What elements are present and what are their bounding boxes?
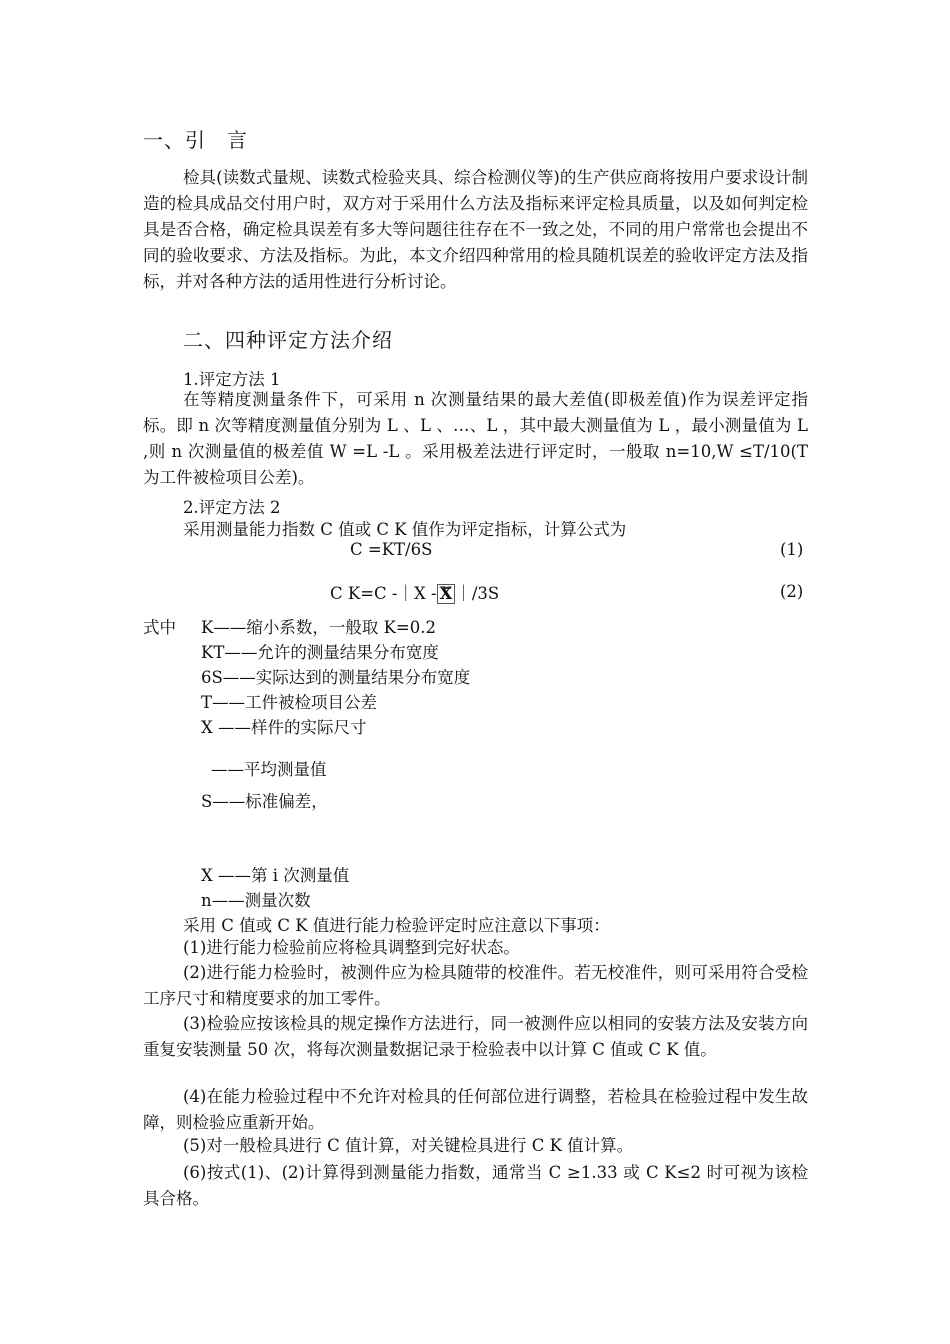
definition-item: X ——样件的实际尺寸 bbox=[201, 718, 367, 737]
definition-item: ——平均测量值 bbox=[211, 760, 327, 779]
formula-1: C =KT/6S bbox=[350, 540, 433, 559]
method1-title: 1.评定方法 1 bbox=[183, 370, 281, 389]
definition-item: n——测量次数 bbox=[201, 891, 311, 910]
formula-2-number: (2) bbox=[780, 582, 804, 601]
definition-item: T——工件被检项目公差 bbox=[201, 693, 378, 712]
formula-2-right: ｜/3S bbox=[455, 584, 500, 603]
section-heading-introduction: 一、引 言 bbox=[143, 128, 248, 152]
where-label: 式中 bbox=[143, 618, 176, 637]
method2-intro: 采用测量能力指数 C 值或 C K 值作为评定指标，计算公式为 bbox=[183, 520, 627, 539]
definition-item: X ——第 i 次测量值 bbox=[201, 866, 350, 885]
note-item: (4)在能力检验过程中不允许对检具的任何部位进行调整，若检具在检验过程中发生故障，则检验应重新开始。 bbox=[143, 1087, 808, 1132]
definition-item: 6S——实际达到的测量结果分布宽度 bbox=[201, 668, 471, 687]
note-item: (5)对一般检具进行 C 值计算，对关键检具进行 C K 值计算。 bbox=[183, 1136, 634, 1155]
x-bar-symbol: X bbox=[437, 584, 456, 604]
definition-item: KT——允许的测量结果分布宽度 bbox=[201, 643, 439, 662]
note-item: (3)检验应按该检具的规定操作方法进行，同一被测件应以相同的安装方法及安装方向重复安装测量 50 次，将每次测量数据记录于检验表中以计算 C 值或 C K 值。 bbox=[143, 1014, 808, 1059]
note-item: (1)进行能力检验前应将检具调整到完好状态。 bbox=[183, 938, 520, 957]
method1-paragraph: 在等精度测量条件下，可采用 n 次测量结果的最大差值(即极差值)作为误差评定指标。即 n 次等精度测量值分别为 L 、L 、…、L ，其中最大测量值为 L ，最小测量值为 L ,则 n 次测量值的极差值 W =L -L 。采用极差法进行评定时，一般取 n=10,W ≤T/10(T 为工件被检项目公差)。 bbox=[143, 390, 808, 487]
formula-2-left: C K=C -｜X - bbox=[330, 584, 437, 603]
notes-intro: 采用 C 值或 C K 值进行能力检验评定时应注意以下事项： bbox=[183, 916, 610, 935]
note-item: (6)按式(1)、(2)计算得到测量能力指数，通常当 C ≥1.33 或 C K≤2 时可视为该检具合格。 bbox=[143, 1163, 808, 1208]
formula-1-number: (1) bbox=[780, 540, 804, 559]
intro-paragraph: 检具(读数式量规、读数式检验夹具、综合检测仪等)的生产供应商将按用户要求设计制造的检具成品交付用户时，双方对于采用什么方法及指标来评定检具质量，以及如何判定检具是否合格，确定检具误差有多大等问题往往存在不一致之处，不同的用户常常也会提出不同的验收要求、方法及指标。为此，本文介绍四种常用的检具随机误差的验收评定方法及指标，并对各种方法的适用性进行分析讨论。 bbox=[143, 168, 808, 291]
definition-item: K——缩小系数，一般取 K=0.2 bbox=[201, 618, 436, 637]
method2-title: 2.评定方法 2 bbox=[183, 498, 281, 517]
formula-2 bbox=[330, 580, 499, 604]
definition-item: S——标准偏差， bbox=[201, 792, 328, 811]
section-heading-methods: 二、四种评定方法介绍 bbox=[183, 328, 393, 352]
note-item: (2)进行能力检验时，被测件应为检具随带的校准件。若无校准件，则可采用符合受检工序尺寸和精度要求的加工零件。 bbox=[143, 963, 808, 1008]
